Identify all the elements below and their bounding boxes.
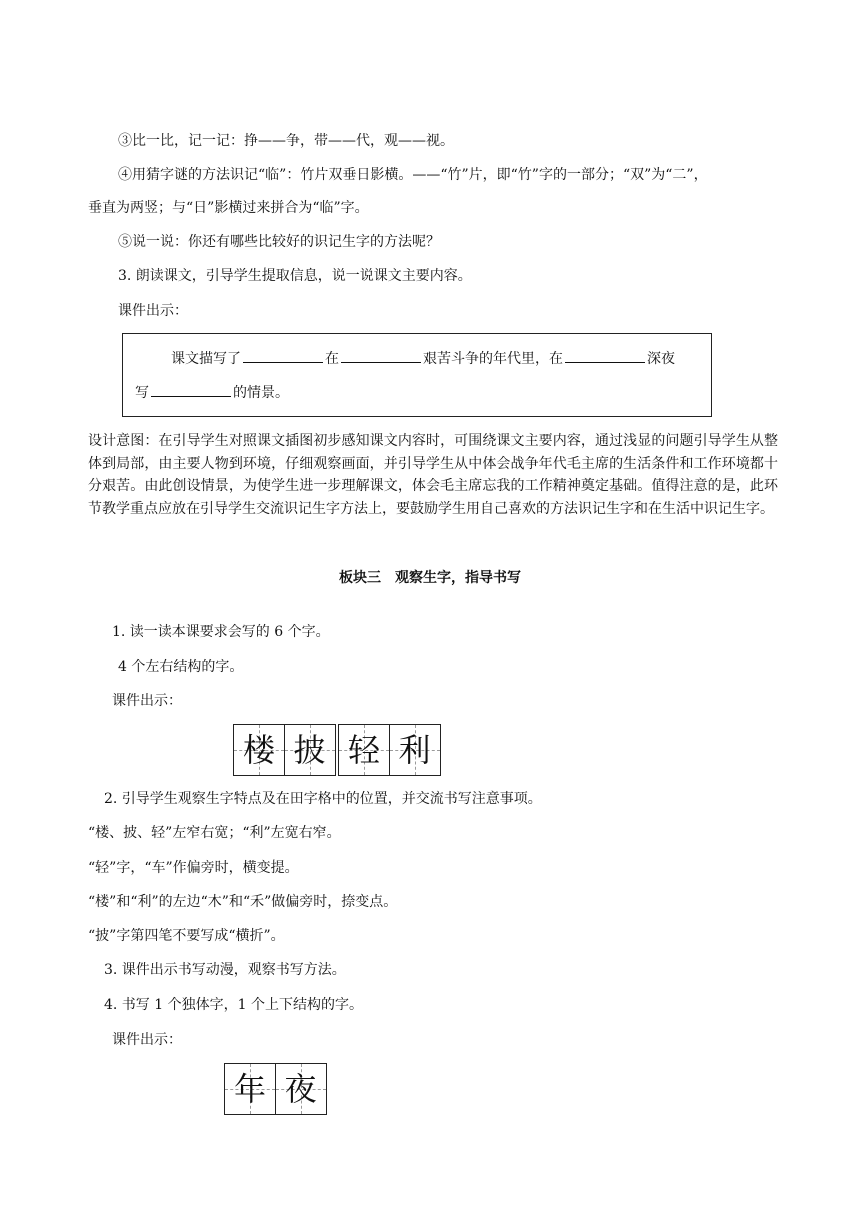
section-heading: 板块三 观察生字，指导书写 <box>339 570 521 586</box>
fill-text: 的情景。 <box>233 385 289 401</box>
grid-character: 利 <box>398 731 431 769</box>
fill-blank <box>565 346 645 363</box>
tian-grid-cell <box>284 724 336 776</box>
fill-blank <box>243 346 323 363</box>
fill-text: 在 <box>325 351 339 367</box>
tian-grid-cell <box>389 724 441 776</box>
grid-character: 夜 <box>284 1070 317 1108</box>
tian-grid-cell <box>224 1063 276 1115</box>
fill-line-2 <box>135 380 289 403</box>
text-line: “轻”字，“车”作偏旁时，横变提。 <box>88 860 299 876</box>
text-line: 课件出示： <box>112 1032 182 1048</box>
fill-blank <box>151 380 231 397</box>
text-line: ④用猜字谜的方法识记“临”：竹片双垂日影横。——“竹”片，即“竹”字的一部分；“双”为“二”， <box>118 167 708 183</box>
fill-line-1 <box>171 346 675 369</box>
text-line: 4. 书写 1 个独体字，1 个上下结构的字。 <box>104 997 363 1013</box>
fill-blank <box>341 346 421 363</box>
text-line: 2. 引导学生观察生字特点及在田字格中的位置，并交流书写注意事项。 <box>104 791 542 807</box>
text-line: 3. 朗读课文，引导学生提取信息，说一说课文主要内容。 <box>118 268 472 284</box>
text-line: 4 个左右结构的字。 <box>118 659 244 675</box>
grid-character: 楼 <box>242 731 275 769</box>
tian-grid-row-2 <box>224 1063 325 1115</box>
grid-character: 披 <box>293 731 326 769</box>
design-intent-paragraph: 设计意图：在引导学生对照课文插图初步感知课文内容时，可围绕课文主要内容，通过浅显的问题引导学生从整体到局部，由主要人物到环境，仔细观察画面，并引导学生从中体会战争年代毛主席的生活条件和工作环境都十分艰苦。由此创设情景，为使学生进一步理解课文，体会毛主席忘我的工作精神奠定基础。值得注意的是，此环节教学重点应放在引导学生交流识记生字方法上，要鼓励学生用自己喜欢的方法识记生字和在生活中识记生字。 <box>88 433 778 517</box>
tian-grid-cell <box>338 724 390 776</box>
text-line: 3. 课件出示书写动漫，观察书写方法。 <box>104 962 346 978</box>
grid-character: 年 <box>233 1070 266 1108</box>
fill-text: 课文描写了 <box>171 351 241 367</box>
fill-text: 深夜 <box>647 351 675 367</box>
text-line: “披”字第四笔不要写成“横折”。 <box>88 928 285 944</box>
grid-character: 轻 <box>347 731 380 769</box>
fill-text: 写 <box>135 385 149 401</box>
text-line: ③比一比，记一记：挣——争，带——代，观——视。 <box>118 133 454 149</box>
text-line: 垂直为两竖；与“日”影横过来拼合为“临”字。 <box>88 200 369 216</box>
tian-grid-cell <box>275 1063 327 1115</box>
text-line: “楼、披、轻”左窄右宽；“利”左宽右窄。 <box>88 825 341 841</box>
fill-in-box <box>122 333 712 417</box>
tian-grid-cell <box>233 724 285 776</box>
tian-grid-row-1 <box>233 724 439 776</box>
text-line: ⑤说一说：你还有哪些比较好的识记生字的方法呢？ <box>118 234 440 250</box>
text-line: 课件出示： <box>118 303 188 319</box>
text-line: 1. 读一读本课要求会写的 6 个字。 <box>112 624 330 640</box>
fill-text: 艰苦斗争的年代里，在 <box>423 351 563 367</box>
text-line: “楼”和“利”的左边“木”和“禾”做偏旁时，捺变点。 <box>88 894 398 910</box>
text-line: 课件出示： <box>112 693 182 709</box>
